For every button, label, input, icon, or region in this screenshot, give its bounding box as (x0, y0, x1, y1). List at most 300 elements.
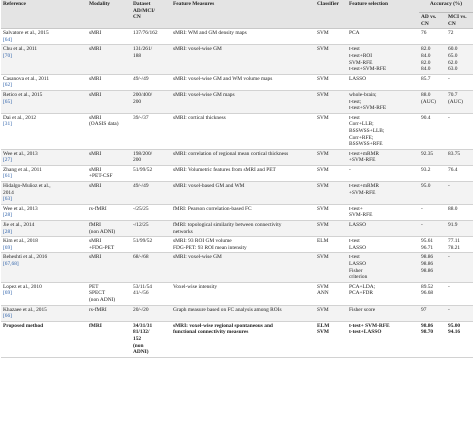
cell-feature-measures (171, 74, 315, 90)
ad-line: (AUC) (421, 98, 436, 105)
cell-reference (1, 149, 87, 165)
cell-feature-selection (347, 45, 419, 74)
cell-feature-measures (171, 204, 315, 220)
citation-link[interactable]: [64] (3, 36, 12, 43)
cell-mci-vs-cn (446, 113, 473, 149)
classifier-line: SVM (317, 283, 329, 290)
ad-line: 82.0 (421, 59, 431, 66)
cell-mci-vs-cn (446, 204, 473, 220)
mci-line: - (448, 283, 450, 290)
table-body (1, 29, 473, 358)
cell-feature-measures (171, 149, 315, 165)
modality-line: (OASIS data) (89, 121, 119, 128)
table-row (1, 282, 473, 305)
mci-line: - (448, 114, 450, 121)
classifier-line: SVM (317, 183, 329, 190)
cell-dataset (131, 237, 171, 253)
modality-line: fMRI (89, 322, 102, 329)
dataset-line: 20/-/20 (133, 306, 149, 313)
cell-feature-selection (347, 282, 419, 305)
cell-mci-vs-cn (446, 237, 473, 253)
cell-modality (87, 182, 131, 205)
mci-line: 60.0 (448, 46, 458, 53)
features-line: sMRI: voxel-wise GM (173, 254, 222, 261)
cell-dataset (131, 204, 171, 220)
header-classifier: Classifier (315, 0, 347, 29)
selection-line: criterion (349, 274, 368, 281)
mci-line: 62.0 (448, 59, 458, 66)
modality-line: +FDG-PET (89, 244, 115, 251)
cell-feature-selection (347, 253, 419, 282)
reference-text: Khazaee et al., 2015 (3, 306, 47, 313)
table-row (1, 29, 473, 45)
mci-line: - (448, 75, 450, 82)
cell-feature-measures (171, 165, 315, 181)
header-dataset: Dataset AD/MCI/ CN (131, 0, 171, 29)
reference-text: Beheshti et al., 2016 (3, 254, 48, 261)
selection-line: t-test (349, 114, 360, 121)
modality-line: rs-fMRI (89, 306, 107, 313)
reference-text: Kim et al., 2018 (3, 238, 38, 245)
cell-classifier (315, 165, 347, 181)
cell-mci-vs-cn (446, 149, 473, 165)
reference-text: Casanova et al., 2011 (3, 75, 50, 82)
cell-modality (87, 282, 131, 305)
cell-dataset (131, 74, 171, 90)
features-line: fMRI: topological similarity between connectivity (173, 222, 282, 229)
cell-reference (1, 237, 87, 253)
dataset-line: 53/11/54 (133, 283, 152, 290)
ad-line: 96.68 (421, 290, 434, 297)
selection-line: t-test+LASSO (349, 329, 382, 336)
cell-dataset (131, 282, 171, 305)
cell-modality (87, 221, 131, 237)
cell-feature-measures (171, 90, 315, 113)
classifier-line: ELM (317, 238, 329, 245)
mci-line: 88.0 (448, 205, 458, 212)
cell-mci-vs-cn (446, 182, 473, 205)
dataset-line: 51/99/52 (133, 238, 153, 245)
selection-line: LASSO (349, 75, 367, 82)
cell-feature-measures (171, 253, 315, 282)
dataset-line: 49/-/49 (133, 75, 149, 82)
selection-line: SVM-RFE (349, 212, 373, 219)
features-line: sMRI: voxel-wise regional spontaneous and (173, 322, 273, 329)
features-line: sMRI: 93 ROI GM volume (173, 238, 232, 245)
cell-mci-vs-cn (446, 90, 473, 113)
dataset-line: 68/-/68 (133, 254, 149, 261)
ad-line: 95.61 (421, 238, 434, 245)
classifier-line: SVM (317, 306, 329, 313)
classifier-line: SVM (317, 222, 329, 229)
mci-line: 76.4 (448, 166, 458, 173)
cell-classifier (315, 90, 347, 113)
header-accuracy: Accuracy (%) (419, 0, 473, 13)
ad-line: 96.71 (421, 244, 434, 251)
cell-reference (1, 165, 87, 181)
mci-line: 70.7 (448, 91, 458, 98)
header-mci-vs-cn: MCI vs. CN (446, 13, 473, 29)
ad-line: 90.4 (421, 114, 431, 121)
citation-link[interactable]: [28] (3, 212, 12, 219)
selection-line: SVM-RFE (349, 59, 373, 66)
citation-link[interactable]: [65] (3, 98, 12, 105)
cell-feature-measures (171, 305, 315, 321)
selection-line: LASSO (349, 261, 367, 267)
ad-line: 84.0 (421, 52, 431, 59)
ad-line: 89.52 (421, 283, 434, 290)
cell-classifier (315, 182, 347, 205)
table-row (1, 237, 473, 253)
classifier-line: SVM (317, 114, 329, 121)
cell-modality (87, 253, 131, 282)
cell-mci-vs-cn (446, 29, 473, 45)
features-line: Graph measure based on FC analysis among ROIs (173, 306, 282, 313)
cell-ad-vs-cn (419, 253, 446, 282)
cell-ad-vs-cn (419, 237, 446, 253)
mci-line: 78.21 (448, 244, 461, 251)
selection-line: PCA+FDR (349, 290, 374, 297)
reference-text: Retico et al., 2015 (3, 91, 43, 98)
ad-line: 92.35 (421, 150, 434, 157)
selection-line: LASSO (349, 244, 367, 251)
cell-reference (1, 113, 87, 149)
reference-text: Dai et al., 2012 (3, 114, 37, 121)
cell-feature-measures (171, 282, 315, 305)
table-header (1, 0, 473, 29)
cell-reference (1, 45, 87, 74)
features-line: FDG-PET: 93 ROI mean intensity (173, 244, 247, 251)
citation-link[interactable]: [66] (3, 313, 12, 320)
cell-ad-vs-cn (419, 182, 446, 205)
ad-line: 84.0 (421, 66, 431, 73)
cell-dataset (131, 29, 171, 45)
cell-mci-vs-cn (446, 74, 473, 90)
modality-line: (non ADNI) (89, 296, 116, 303)
reference-text: Wee et al., 2013 (3, 150, 38, 157)
features-line: sMRI: Volumetric features from sMRI and PET (173, 166, 276, 173)
features-line: sMRI: cortical thickness (173, 114, 226, 121)
classifier-line: SVM (317, 75, 329, 82)
selection-line: LASSO (349, 222, 367, 229)
ad-line: 98.70 (421, 329, 434, 336)
features-line: sMRI: correlation of regional mean cortical thickness (173, 150, 289, 157)
table-row (1, 74, 473, 90)
dataset-line: 137/76/162 (133, 30, 158, 37)
citation-link[interactable]: [62] (3, 82, 12, 89)
cell-reference (1, 321, 87, 357)
cell-reference (1, 182, 87, 205)
cell-feature-selection (347, 305, 419, 321)
selection-line: BSSWSS+RFE (349, 141, 383, 148)
cell-mci-vs-cn (446, 305, 473, 321)
cell-reference (1, 305, 87, 321)
cell-modality (87, 113, 131, 149)
mci-line: (AUC) (448, 98, 463, 105)
mci-line: 83.75 (448, 150, 461, 157)
reference-text: Hidalgo-Muñoz et al., (3, 183, 51, 190)
ad-line: 97 (421, 306, 427, 313)
cell-mci-vs-cn (446, 253, 473, 282)
features-line: sMRI: voxel-based GM and WM (173, 183, 245, 190)
cell-modality (87, 321, 131, 357)
cell-reference (1, 90, 87, 113)
dataset-line: -/25/25 (133, 205, 149, 212)
cell-mci-vs-cn (446, 321, 473, 357)
cell-modality (87, 29, 131, 45)
cell-classifier (315, 253, 347, 282)
header-ad-vs-cn: AD vs. CN (419, 13, 446, 29)
classifier-line: ANN (317, 290, 329, 297)
mci-line: 72 (448, 30, 454, 37)
selection-line: Corr+RFE; (349, 134, 374, 141)
features-line: sMRI: voxel-wise GM and WM volume maps (173, 75, 273, 82)
cell-modality (87, 90, 131, 113)
cell-ad-vs-cn (419, 282, 446, 305)
mci-line: 91.9 (448, 222, 458, 229)
features-line: sMRI: WM and GM density maps (173, 30, 247, 37)
cell-ad-vs-cn (419, 221, 446, 237)
cell-reference (1, 253, 87, 282)
selection-line: - (349, 166, 351, 173)
ad-line: 98.86 (421, 254, 434, 261)
ad-line: 85.7 (421, 75, 431, 82)
cell-feature-measures (171, 237, 315, 253)
table-row (1, 45, 473, 74)
cell-reference (1, 29, 87, 45)
citation-link[interactable]: [69] (3, 290, 12, 297)
citation-link[interactable]: [67,68] (3, 261, 19, 267)
classifier-line: SVM (317, 150, 329, 157)
mci-line: - (448, 306, 450, 313)
ad-line: 76 (421, 30, 427, 37)
citation-link[interactable]: [61] (3, 173, 12, 180)
ad-line: 98.86 (421, 261, 434, 267)
dataset-line: -/12/25 (133, 222, 149, 229)
citation-link[interactable]: [70] (3, 52, 12, 59)
ad-line: 82.0 (421, 46, 431, 53)
mci-line: 63.0 (448, 66, 458, 73)
selection-line: t-test+ SVM-RFE (349, 322, 390, 329)
cell-classifier (315, 321, 347, 357)
cell-modality (87, 149, 131, 165)
modality-line: sMRI (89, 30, 102, 37)
features-line: fMRI: Pearson correlation-based FC (173, 205, 252, 212)
cell-dataset (131, 90, 171, 113)
cell-dataset (131, 305, 171, 321)
dataset-line: 198/200/ (133, 150, 153, 157)
cell-ad-vs-cn (419, 113, 446, 149)
selection-line: t-test+SVM-RFE (349, 105, 387, 112)
cell-mci-vs-cn (446, 221, 473, 237)
cell-classifier (315, 282, 347, 305)
mci-line: - (448, 254, 450, 261)
classifier-line: ELM (317, 322, 330, 329)
selection-line: t-test+ (349, 205, 363, 212)
ad-line: 93.2 (421, 166, 431, 173)
cell-classifier (315, 29, 347, 45)
table-row (1, 305, 473, 321)
cell-ad-vs-cn (419, 90, 446, 113)
reference-text: Wee et al., 2013 (3, 205, 38, 212)
selection-line: BSSWSS+LLB; (349, 127, 385, 134)
reference-text: Salvatore et al., 2015 (3, 30, 49, 37)
selection-line: Fisher score (349, 306, 376, 313)
cell-ad-vs-cn (419, 45, 446, 74)
cell-modality (87, 305, 131, 321)
cell-feature-selection (347, 149, 419, 165)
dataset-line: 34/31/31 (133, 322, 153, 329)
mci-line: 95.00 (448, 322, 461, 329)
classifier-line: SVM (317, 166, 329, 173)
dataset-line: 131/261/ (133, 46, 153, 53)
selection-line: whole-brain; (349, 91, 377, 98)
table-row (1, 113, 473, 149)
cell-feature-selection (347, 74, 419, 90)
reference-text: 2014 (3, 189, 14, 196)
cell-modality (87, 74, 131, 90)
modality-line: sMRI (89, 150, 102, 157)
header-reference: Reference (1, 0, 87, 29)
modality-line: sMRI (89, 238, 102, 245)
cell-dataset (131, 253, 171, 282)
mci-line: 94.16 (448, 329, 461, 336)
table-row (1, 321, 473, 357)
selection-line: t-test+mRMR (349, 150, 379, 157)
header-feature-measures: Feature Measures (171, 0, 315, 29)
selection-line: PCA+LDA; (349, 283, 376, 290)
cell-feature-measures (171, 182, 315, 205)
cell-feature-selection (347, 321, 419, 357)
features-line: networks (173, 228, 193, 235)
mci-line: 77.11 (448, 238, 460, 245)
header-feature-selection: Feature selection (347, 0, 419, 29)
classifier-line: SVM (317, 91, 329, 98)
cell-classifier (315, 45, 347, 74)
ad-line: 98.86 (421, 267, 434, 274)
cell-classifier (315, 237, 347, 253)
cell-classifier (315, 113, 347, 149)
table-row (1, 253, 473, 282)
cell-feature-measures (171, 29, 315, 45)
cell-modality (87, 237, 131, 253)
cell-dataset (131, 321, 171, 357)
table-row (1, 204, 473, 220)
selection-line: t-test (349, 238, 360, 245)
cell-ad-vs-cn (419, 74, 446, 90)
table-row (1, 221, 473, 237)
ad-line: 88.0 (421, 91, 431, 98)
dataset-line: 39/-/37 (133, 114, 149, 121)
selection-line: +SVM-RFE (349, 189, 376, 196)
cell-dataset (131, 149, 171, 165)
cell-ad-vs-cn (419, 149, 446, 165)
cell-feature-measures (171, 321, 315, 357)
modality-line: fMRI (89, 222, 101, 229)
header-modality: Modality (87, 0, 131, 29)
cell-dataset (131, 113, 171, 149)
cell-feature-selection (347, 237, 419, 253)
features-line: Voxel-wise intensity (173, 283, 218, 290)
mci-line: 65.0 (448, 52, 458, 59)
cell-feature-selection (347, 165, 419, 181)
cell-reference (1, 204, 87, 220)
modality-line: sMRI (89, 114, 102, 121)
dataset-line: 49/-/49 (133, 183, 149, 190)
cell-dataset (131, 221, 171, 237)
cell-dataset (131, 45, 171, 74)
dataset-line: ADNI) (133, 349, 149, 356)
dataset-line: (non (133, 342, 144, 349)
modality-line: sMRI (89, 46, 102, 53)
cell-feature-selection (347, 204, 419, 220)
cell-ad-vs-cn (419, 29, 446, 45)
citation-link[interactable]: [31] (3, 121, 12, 128)
cell-feature-selection (347, 29, 419, 45)
table-row (1, 165, 473, 181)
dataset-line: 152 (133, 335, 142, 342)
dataset-line: 41/-/56 (133, 290, 149, 297)
classifier-line: SVM (317, 254, 329, 261)
ad-line: 98.86 (421, 322, 434, 329)
cell-feature-measures (171, 113, 315, 149)
selection-line: PCA (349, 30, 360, 37)
selection-line: t-test+ROI (349, 52, 373, 59)
dataset-line: 51/99/52 (133, 166, 153, 173)
cell-ad-vs-cn (419, 165, 446, 181)
citation-link[interactable]: [69] (3, 244, 12, 251)
citation-link[interactable]: [63] (3, 196, 12, 203)
cell-feature-measures (171, 221, 315, 237)
cell-feature-selection (347, 221, 419, 237)
cell-feature-selection (347, 113, 419, 149)
dataset-line: 200 (133, 98, 142, 105)
selection-line: Corr+LLB; (349, 121, 374, 128)
cell-ad-vs-cn (419, 321, 446, 357)
cell-mci-vs-cn (446, 45, 473, 74)
classifier-line: SVM (317, 46, 329, 53)
table-row (1, 90, 473, 113)
comparison-table (1, 0, 473, 358)
cell-mci-vs-cn (446, 165, 473, 181)
cell-feature-selection (347, 90, 419, 113)
classifier-line: SVM (317, 205, 329, 212)
citation-link[interactable]: [28] (3, 228, 12, 235)
dataset-line: 200 (133, 157, 142, 164)
reference-text: Jie et al., 2014 (3, 222, 35, 229)
reference-text: Chu et al., 2011 (3, 46, 38, 53)
features-line: sMRI: voxel-wise GM (173, 46, 222, 53)
modality-line: sMRI (89, 183, 102, 190)
modality-line: sMRI (89, 75, 102, 82)
citation-link[interactable]: [27] (3, 157, 12, 164)
modality-line: sMRI (89, 91, 102, 98)
cell-mci-vs-cn (446, 282, 473, 305)
features-line: sMRI: voxel-wise GM maps (173, 91, 235, 98)
selection-line: t-test (349, 254, 360, 261)
modality-line: sMRI (89, 254, 102, 261)
cell-ad-vs-cn (419, 305, 446, 321)
cell-classifier (315, 74, 347, 90)
selection-line: t-test (349, 46, 360, 53)
reference-text: Proposed method (3, 322, 44, 329)
dataset-line: 188 (133, 52, 142, 59)
classifier-line: SVM (317, 30, 329, 37)
reference-text: Lopez et al., 2010 (3, 283, 42, 290)
modality-line: rs-fMRI (89, 205, 107, 212)
ad-line: 95.0 (421, 183, 431, 190)
cell-modality (87, 45, 131, 74)
